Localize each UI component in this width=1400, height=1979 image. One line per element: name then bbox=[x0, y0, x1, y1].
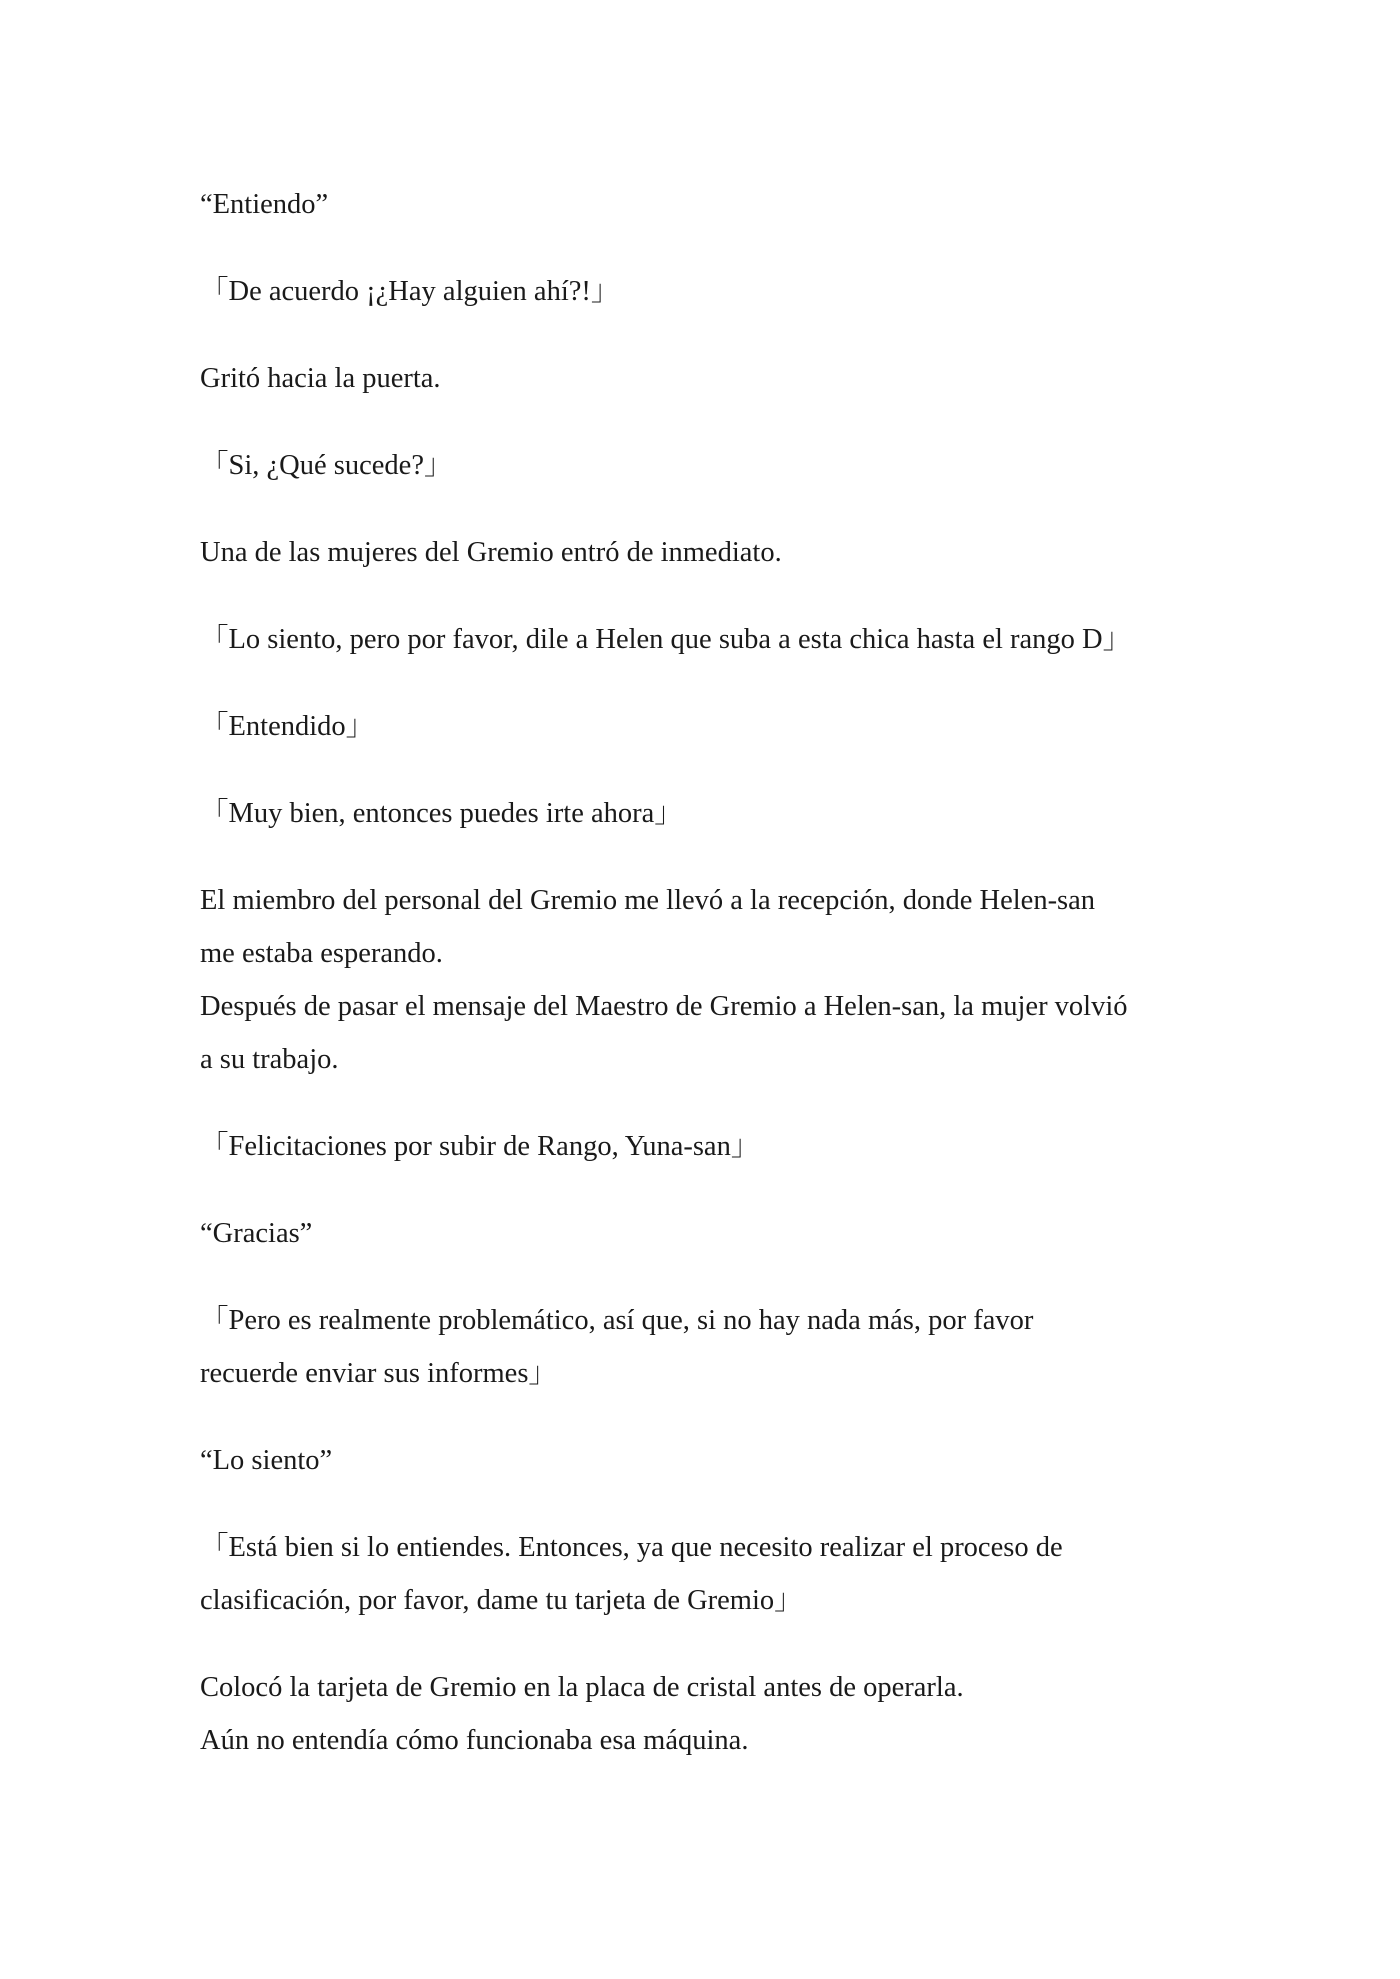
paragraph bbox=[200, 1207, 1200, 1260]
text-line: 「Entendido」 bbox=[200, 711, 375, 742]
paragraph bbox=[200, 874, 1200, 1086]
text-line: 「Felicitaciones por subir de Rango, Yuna-san」 bbox=[200, 1131, 760, 1162]
paragraph bbox=[200, 352, 1200, 405]
text-line: Una de las mujeres del Gremio entró de inmediato. bbox=[200, 537, 782, 568]
text-line: “Gracias” bbox=[200, 1218, 313, 1249]
text-line: 「Pero es realmente problemático, así que, si no hay nada más, por favor bbox=[200, 1305, 1034, 1336]
text-line: 「Muy bien, entonces puedes irte ahora」 bbox=[200, 798, 683, 829]
text-line: 「De acuerdo ¡¿Hay alguien ahí?!」 bbox=[200, 276, 620, 307]
text-line: Gritó hacia la puerta. bbox=[200, 363, 441, 394]
text-line: 「Si, ¿Qué sucede?」 bbox=[200, 450, 453, 481]
paragraph bbox=[200, 1120, 1200, 1173]
text-line: “Entiendo” bbox=[200, 189, 329, 220]
text-line: a su trabajo. bbox=[200, 1044, 339, 1075]
text-line: Colocó la tarjeta de Gremio en la placa de cristal antes de operarla. bbox=[200, 1672, 964, 1703]
text-line: El miembro del personal del Gremio me llevó a la recepción, donde Helen-san bbox=[200, 885, 1096, 916]
text-line: Aún no entendía cómo funcionaba esa máquina. bbox=[200, 1725, 749, 1756]
text-line: Después de pasar el mensaje del Maestro de Gremio a Helen-san, la mujer volvió bbox=[200, 991, 1128, 1022]
paragraph bbox=[200, 1294, 1200, 1400]
text-line: 「Lo siento, pero por favor, dile a Helen que suba a esta chica hasta el rango D」 bbox=[200, 624, 1132, 655]
paragraph bbox=[200, 265, 1200, 318]
paragraph bbox=[200, 613, 1200, 666]
text-line: recuerde enviar sus informes」 bbox=[200, 1358, 557, 1389]
paragraph bbox=[200, 1661, 1200, 1767]
paragraph bbox=[200, 178, 1200, 231]
paragraph bbox=[200, 526, 1200, 579]
text-line: “Lo siento” bbox=[200, 1445, 333, 1476]
paragraph bbox=[200, 1434, 1200, 1487]
body-text bbox=[200, 178, 1200, 1801]
paragraph bbox=[200, 787, 1200, 840]
paragraph bbox=[200, 1521, 1200, 1627]
paragraph bbox=[200, 439, 1200, 492]
text-line: me estaba esperando. bbox=[200, 938, 443, 969]
text-line: clasificación, por favor, dame tu tarjeta de Gremio」 bbox=[200, 1585, 803, 1616]
text-line: 「Está bien si lo entiendes. Entonces, ya que necesito realizar el proceso de bbox=[200, 1532, 1063, 1563]
paragraph bbox=[200, 700, 1200, 753]
